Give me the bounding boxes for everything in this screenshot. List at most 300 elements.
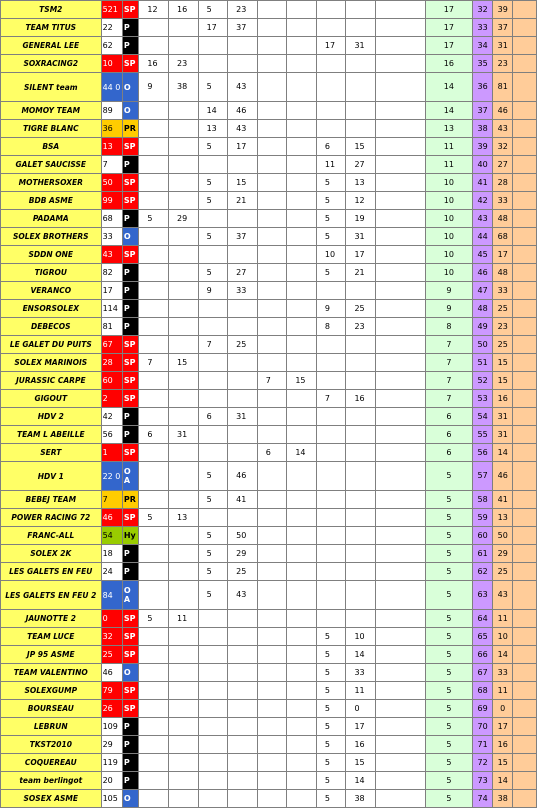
score-cell[interactable]: 5 [198,545,228,563]
race-number-cell[interactable]: 99 [101,192,122,210]
score-cell[interactable] [198,300,228,318]
score-cell[interactable] [198,754,228,772]
score-cell[interactable] [228,390,258,408]
category-cell[interactable]: SP [122,1,139,19]
category-cell[interactable]: PR [122,120,139,138]
total-laps-cell[interactable]: 33 [493,282,513,300]
score-cell[interactable]: 17 [346,718,376,736]
score-cell[interactable] [139,300,169,318]
total-laps-cell[interactable]: 48 [493,210,513,228]
score-cell[interactable] [346,426,376,444]
total-points-cell[interactable]: 5 [425,491,472,509]
score-cell[interactable] [316,336,346,354]
score-cell[interactable] [169,790,199,808]
team-name-cell[interactable]: SOLEX 2K [1,545,102,563]
total-laps-cell[interactable]: 25 [493,563,513,581]
score-cell[interactable]: 6 [316,138,346,156]
score-cell[interactable]: 6 [139,426,169,444]
race-number-cell[interactable]: 521 [101,1,122,19]
score-cell[interactable] [198,509,228,527]
spacer-cell[interactable] [376,102,426,120]
extra-cell[interactable] [513,754,537,772]
race-number-cell[interactable]: 105 [101,790,122,808]
score-cell[interactable] [346,120,376,138]
score-cell[interactable]: 23 [228,1,258,19]
score-cell[interactable] [169,772,199,790]
category-cell[interactable]: SP [122,192,139,210]
total-laps-cell[interactable]: 39 [493,1,513,19]
score-cell[interactable] [169,156,199,174]
score-cell[interactable] [139,736,169,754]
spacer-cell[interactable] [376,300,426,318]
spacer-cell[interactable] [376,581,426,610]
score-cell[interactable] [287,120,317,138]
score-cell[interactable]: 5 [198,73,228,102]
score-cell[interactable]: 16 [346,736,376,754]
score-cell[interactable]: 31 [228,408,258,426]
total-laps-cell[interactable]: 13 [493,509,513,527]
score-cell[interactable]: 7 [316,390,346,408]
extra-cell[interactable] [513,210,537,228]
score-cell[interactable] [228,372,258,390]
total-points-cell[interactable]: 7 [425,336,472,354]
score-cell[interactable] [228,646,258,664]
score-cell[interactable] [228,210,258,228]
category-cell[interactable]: O [122,102,139,120]
total-points-cell[interactable]: 11 [425,156,472,174]
score-cell[interactable] [228,509,258,527]
score-cell[interactable] [287,462,317,491]
race-number-cell[interactable]: 36 [101,120,122,138]
spacer-cell[interactable] [376,1,426,19]
score-cell[interactable] [198,156,228,174]
score-cell[interactable] [287,426,317,444]
extra-cell[interactable] [513,390,537,408]
score-cell[interactable] [198,37,228,55]
race-number-cell[interactable]: 13 [101,138,122,156]
score-cell[interactable]: 5 [316,210,346,228]
rank-cell[interactable]: 33 [473,19,493,37]
extra-cell[interactable] [513,682,537,700]
category-cell[interactable]: P [122,318,139,336]
total-laps-cell[interactable]: 46 [493,102,513,120]
extra-cell[interactable] [513,581,537,610]
score-cell[interactable]: 16 [346,390,376,408]
table-row[interactable] [1,426,537,444]
score-cell[interactable] [198,790,228,808]
score-cell[interactable] [257,246,287,264]
score-cell[interactable]: 5 [316,628,346,646]
score-cell[interactable] [169,628,199,646]
race-number-cell[interactable]: 81 [101,318,122,336]
total-laps-cell[interactable]: 81 [493,73,513,102]
score-cell[interactable] [257,700,287,718]
score-cell[interactable] [257,563,287,581]
score-cell[interactable] [257,772,287,790]
team-name-cell[interactable]: HDV 1 [1,462,102,491]
category-cell[interactable]: SP [122,55,139,73]
race-number-cell[interactable]: 56 [101,426,122,444]
total-points-cell[interactable]: 6 [425,408,472,426]
score-cell[interactable]: 5 [316,174,346,192]
team-name-cell[interactable]: DEBECOS [1,318,102,336]
extra-cell[interactable] [513,174,537,192]
spacer-cell[interactable] [376,563,426,581]
rank-cell[interactable]: 60 [473,527,493,545]
total-points-cell[interactable]: 14 [425,102,472,120]
rank-cell[interactable]: 67 [473,664,493,682]
total-laps-cell[interactable]: 43 [493,120,513,138]
table-row[interactable] [1,444,537,462]
race-number-cell[interactable]: 26 [101,700,122,718]
category-cell[interactable]: P [122,718,139,736]
score-cell[interactable] [287,354,317,372]
score-cell[interactable] [169,527,199,545]
spacer-cell[interactable] [376,174,426,192]
total-laps-cell[interactable]: 17 [493,718,513,736]
category-cell[interactable]: O [122,790,139,808]
category-cell[interactable]: PR [122,491,139,509]
score-cell[interactable]: 5 [316,264,346,282]
total-points-cell[interactable]: 5 [425,527,472,545]
score-cell[interactable]: 13 [169,509,199,527]
table-row[interactable] [1,664,537,682]
team-name-cell[interactable]: SILENT team [1,73,102,102]
table-row[interactable] [1,646,537,664]
team-name-cell[interactable]: TEAM LUCE [1,628,102,646]
total-laps-cell[interactable]: 38 [493,790,513,808]
score-cell[interactable] [346,73,376,102]
rank-cell[interactable]: 39 [473,138,493,156]
score-cell[interactable] [346,462,376,491]
team-name-cell[interactable]: BEBEJ TEAM [1,491,102,509]
rank-cell[interactable]: 66 [473,646,493,664]
total-points-cell[interactable]: 17 [425,1,472,19]
team-name-cell[interactable]: LES GALETS EN FEU 2 [1,581,102,610]
total-points-cell[interactable]: 5 [425,563,472,581]
spacer-cell[interactable] [376,408,426,426]
spacer-cell[interactable] [376,682,426,700]
extra-cell[interactable] [513,55,537,73]
category-cell[interactable]: P [122,736,139,754]
team-name-cell[interactable]: GALET SAUCISSE [1,156,102,174]
score-cell[interactable] [316,19,346,37]
score-cell[interactable] [287,790,317,808]
total-points-cell[interactable]: 5 [425,664,472,682]
score-cell[interactable] [198,646,228,664]
score-cell[interactable] [139,527,169,545]
score-cell[interactable] [228,718,258,736]
score-cell[interactable] [346,527,376,545]
score-cell[interactable] [346,444,376,462]
total-laps-cell[interactable]: 11 [493,610,513,628]
category-cell[interactable]: P [122,210,139,228]
spacer-cell[interactable] [376,610,426,628]
spacer-cell[interactable] [376,772,426,790]
extra-cell[interactable] [513,300,537,318]
rank-cell[interactable]: 49 [473,318,493,336]
table-row[interactable] [1,336,537,354]
score-cell[interactable] [287,628,317,646]
score-cell[interactable] [228,772,258,790]
spacer-cell[interactable] [376,228,426,246]
rank-cell[interactable]: 46 [473,264,493,282]
score-cell[interactable]: 5 [316,754,346,772]
score-cell[interactable] [169,736,199,754]
score-cell[interactable] [257,545,287,563]
extra-cell[interactable] [513,138,537,156]
race-number-cell[interactable]: 68 [101,210,122,228]
extra-cell[interactable] [513,610,537,628]
score-cell[interactable] [287,664,317,682]
score-cell[interactable] [316,426,346,444]
category-cell[interactable]: P [122,408,139,426]
score-cell[interactable] [257,426,287,444]
score-cell[interactable] [257,120,287,138]
extra-cell[interactable] [513,1,537,19]
score-cell[interactable] [287,581,317,610]
race-number-cell[interactable]: 62 [101,37,122,55]
race-number-cell[interactable]: 119 [101,754,122,772]
score-cell[interactable] [257,610,287,628]
score-cell[interactable] [257,1,287,19]
spacer-cell[interactable] [376,282,426,300]
score-cell[interactable]: 5 [316,700,346,718]
score-cell[interactable] [139,19,169,37]
score-cell[interactable] [139,37,169,55]
total-laps-cell[interactable]: 14 [493,646,513,664]
score-cell[interactable] [198,772,228,790]
score-cell[interactable] [346,1,376,19]
race-number-cell[interactable]: 24 [101,563,122,581]
score-cell[interactable]: 10 [316,246,346,264]
team-name-cell[interactable]: SOXRACING2 [1,55,102,73]
total-laps-cell[interactable]: 0 [493,700,513,718]
total-points-cell[interactable]: 7 [425,372,472,390]
category-cell[interactable]: SP [122,444,139,462]
race-number-cell[interactable]: 67 [101,336,122,354]
total-points-cell[interactable]: 10 [425,264,472,282]
team-name-cell[interactable]: SOSEX ASME [1,790,102,808]
score-cell[interactable]: 5 [316,736,346,754]
total-points-cell[interactable]: 5 [425,462,472,491]
spacer-cell[interactable] [376,372,426,390]
score-cell[interactable]: 5 [316,664,346,682]
spacer-cell[interactable] [376,646,426,664]
rank-cell[interactable]: 51 [473,354,493,372]
total-laps-cell[interactable]: 23 [493,318,513,336]
score-cell[interactable] [316,581,346,610]
score-cell[interactable] [198,318,228,336]
score-cell[interactable] [228,55,258,73]
score-cell[interactable] [257,282,287,300]
race-number-cell[interactable]: 28 [101,354,122,372]
score-cell[interactable] [228,664,258,682]
team-name-cell[interactable]: TEAM L ABEILLE [1,426,102,444]
total-points-cell[interactable]: 13 [425,120,472,138]
score-cell[interactable] [287,563,317,581]
score-cell[interactable] [198,354,228,372]
extra-cell[interactable] [513,426,537,444]
score-cell[interactable] [139,682,169,700]
score-cell[interactable] [139,700,169,718]
extra-cell[interactable] [513,19,537,37]
score-cell[interactable] [169,318,199,336]
team-name-cell[interactable]: team berlingot [1,772,102,790]
score-cell[interactable]: 25 [346,300,376,318]
score-cell[interactable]: 23 [169,55,199,73]
rank-cell[interactable]: 70 [473,718,493,736]
score-cell[interactable]: 15 [346,138,376,156]
score-cell[interactable] [316,55,346,73]
score-cell[interactable] [228,790,258,808]
score-cell[interactable] [257,718,287,736]
score-cell[interactable] [228,754,258,772]
table-row[interactable] [1,138,537,156]
score-cell[interactable] [316,462,346,491]
table-row[interactable] [1,156,537,174]
rank-cell[interactable]: 48 [473,300,493,318]
spacer-cell[interactable] [376,192,426,210]
score-cell[interactable]: 14 [198,102,228,120]
score-cell[interactable] [257,37,287,55]
category-cell[interactable]: SP [122,682,139,700]
spacer-cell[interactable] [376,156,426,174]
team-name-cell[interactable]: LES GALETS EN FEU [1,563,102,581]
score-cell[interactable] [257,192,287,210]
race-number-cell[interactable]: 50 [101,174,122,192]
score-cell[interactable] [139,790,169,808]
table-row[interactable] [1,19,537,37]
rank-cell[interactable]: 68 [473,682,493,700]
score-cell[interactable]: 29 [169,210,199,228]
score-cell[interactable] [139,192,169,210]
score-cell[interactable] [257,581,287,610]
score-cell[interactable] [346,19,376,37]
race-number-cell[interactable]: 32 [101,628,122,646]
rank-cell[interactable]: 40 [473,156,493,174]
score-cell[interactable] [287,264,317,282]
score-cell[interactable] [198,372,228,390]
race-number-cell[interactable]: 54 [101,527,122,545]
category-cell[interactable]: Hy [122,527,139,545]
table-row[interactable] [1,37,537,55]
score-cell[interactable] [346,55,376,73]
score-cell[interactable]: 5 [198,491,228,509]
extra-cell[interactable] [513,192,537,210]
score-cell[interactable]: 10 [346,628,376,646]
score-cell[interactable] [287,736,317,754]
score-cell[interactable] [287,718,317,736]
rank-cell[interactable]: 43 [473,210,493,228]
category-cell[interactable]: P [122,156,139,174]
race-number-cell[interactable]: 33 [101,228,122,246]
team-name-cell[interactable]: JP 95 ASME [1,646,102,664]
score-cell[interactable] [139,282,169,300]
score-cell[interactable] [287,646,317,664]
rank-cell[interactable]: 63 [473,581,493,610]
score-cell[interactable] [139,120,169,138]
race-number-cell[interactable]: 22 [101,19,122,37]
category-cell[interactable]: P [122,426,139,444]
score-cell[interactable]: 5 [198,1,228,19]
rank-cell[interactable]: 45 [473,246,493,264]
total-laps-cell[interactable]: 11 [493,682,513,700]
total-points-cell[interactable]: 8 [425,318,472,336]
score-cell[interactable] [169,444,199,462]
score-cell[interactable] [287,55,317,73]
spacer-cell[interactable] [376,790,426,808]
rank-cell[interactable]: 74 [473,790,493,808]
total-laps-cell[interactable]: 15 [493,372,513,390]
score-cell[interactable] [139,664,169,682]
score-cell[interactable]: 38 [169,73,199,102]
score-cell[interactable] [316,282,346,300]
total-laps-cell[interactable]: 48 [493,264,513,282]
score-cell[interactable]: 14 [346,772,376,790]
score-cell[interactable] [257,509,287,527]
spacer-cell[interactable] [376,19,426,37]
score-cell[interactable] [257,210,287,228]
score-cell[interactable] [287,772,317,790]
table-row[interactable] [1,736,537,754]
extra-cell[interactable] [513,102,537,120]
score-cell[interactable]: 43 [228,73,258,102]
team-name-cell[interactable]: SOLEX BROTHERS [1,228,102,246]
team-name-cell[interactable]: JAUNOTTE 2 [1,610,102,628]
score-cell[interactable]: 5 [198,563,228,581]
team-name-cell[interactable]: TIGRE BLANC [1,120,102,138]
score-cell[interactable] [257,790,287,808]
score-cell[interactable]: 7 [198,336,228,354]
score-cell[interactable]: 14 [346,646,376,664]
table-row[interactable] [1,718,537,736]
score-cell[interactable] [169,264,199,282]
score-cell[interactable] [139,628,169,646]
score-cell[interactable] [316,527,346,545]
extra-cell[interactable] [513,336,537,354]
table-row[interactable] [1,120,537,138]
extra-cell[interactable] [513,246,537,264]
spacer-cell[interactable] [376,444,426,462]
extra-cell[interactable] [513,37,537,55]
rank-cell[interactable]: 69 [473,700,493,718]
team-name-cell[interactable]: SOLEX MARINOIS [1,354,102,372]
score-cell[interactable] [316,354,346,372]
total-laps-cell[interactable]: 14 [493,772,513,790]
extra-cell[interactable] [513,736,537,754]
score-cell[interactable] [257,682,287,700]
category-cell[interactable]: P [122,300,139,318]
score-cell[interactable] [198,682,228,700]
category-cell[interactable]: P [122,264,139,282]
table-row[interactable] [1,527,537,545]
score-cell[interactable]: 27 [228,264,258,282]
rank-cell[interactable]: 58 [473,491,493,509]
total-points-cell[interactable]: 5 [425,509,472,527]
score-cell[interactable] [316,372,346,390]
total-points-cell[interactable]: 10 [425,228,472,246]
team-name-cell[interactable]: BDB ASME [1,192,102,210]
rank-cell[interactable]: 61 [473,545,493,563]
score-cell[interactable] [316,491,346,509]
team-name-cell[interactable]: SOLEXGUMP [1,682,102,700]
score-cell[interactable]: 7 [139,354,169,372]
score-cell[interactable] [287,156,317,174]
score-cell[interactable]: 5 [316,772,346,790]
rank-cell[interactable]: 65 [473,628,493,646]
score-cell[interactable] [287,509,317,527]
